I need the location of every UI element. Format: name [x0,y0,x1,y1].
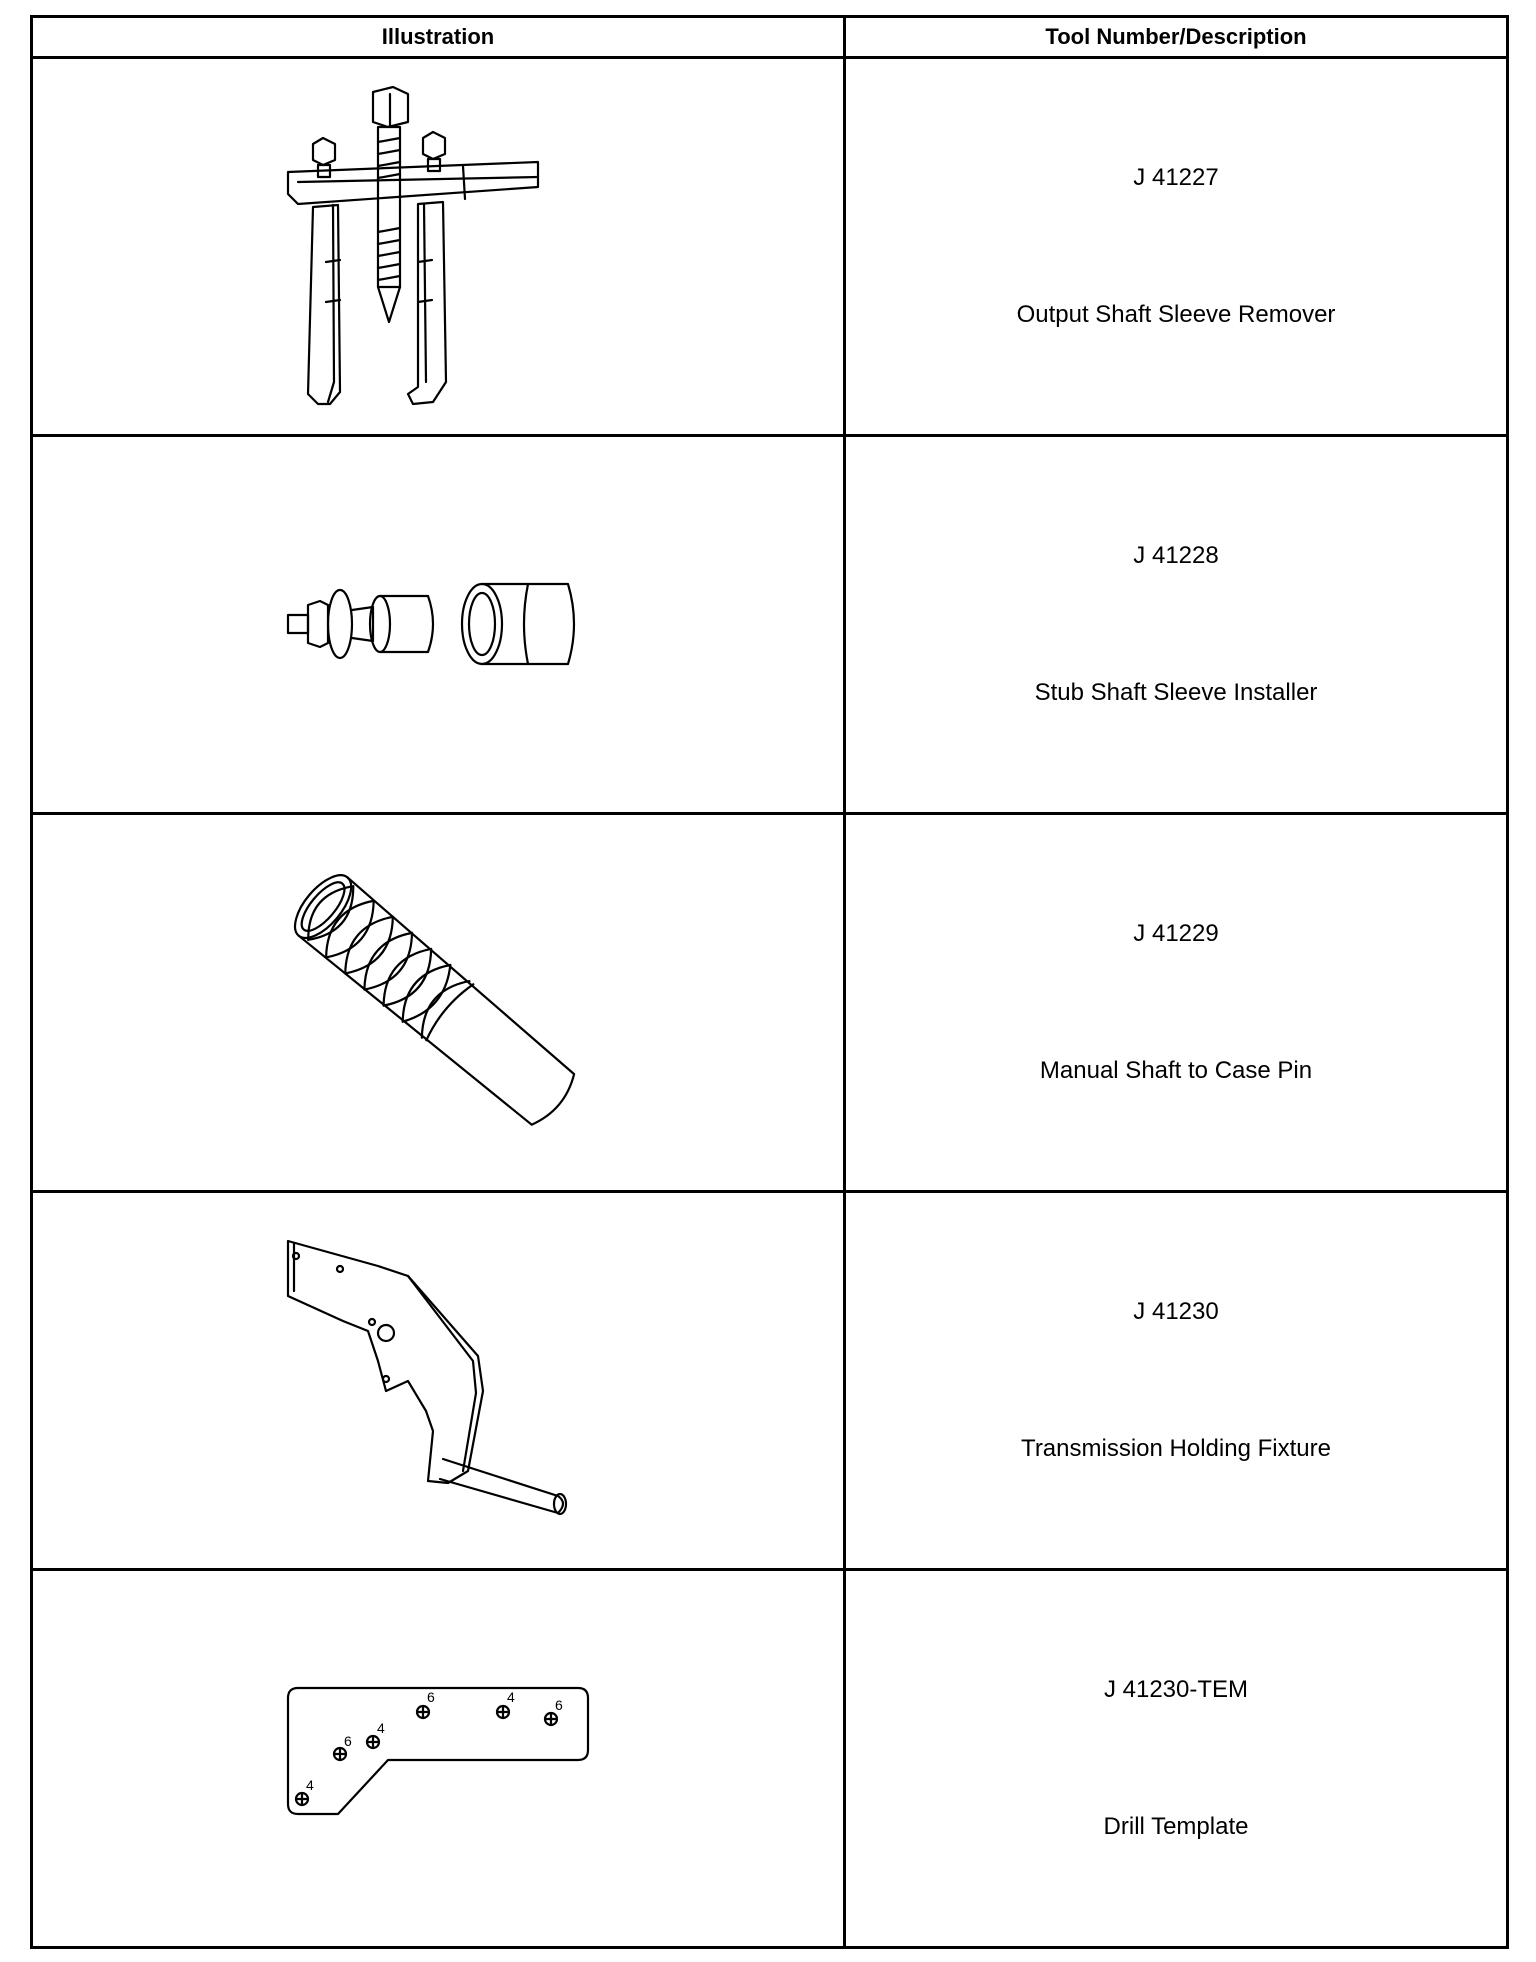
hole-size-label: 4 [507,1688,515,1705]
knurled-pin-icon [268,858,608,1148]
description-cell [845,1192,1508,1570]
tool-number: J 41228 [1133,542,1219,569]
table-row [32,1570,1508,1948]
description-cell [845,814,1508,1192]
hole-size-label: 6 [555,1696,563,1713]
illustration-cell [32,1192,845,1570]
header-tool-description: Tool Number/Description [845,17,1508,58]
tool-description: Manual Shaft to Case Pin [1039,1057,1313,1084]
description-cell [845,436,1508,814]
holding-fixture-icon [268,1221,608,1541]
header-illustration: Illustration [32,17,845,58]
tool-number: J 41230-TEM [1103,1676,1249,1703]
table-row [32,436,1508,814]
tool-number: J 41229 [1133,920,1219,947]
table-row [32,58,1508,436]
hole-size-label: 4 [306,1776,314,1793]
tool-description: Transmission Holding Fixture [1021,1435,1331,1462]
illustration-cell [32,1570,845,1948]
table-row [32,1192,1508,1570]
tool-number: J 41230 [1133,1298,1219,1325]
drill-template-icon [268,1674,608,1844]
hole-size-label: 4 [377,1719,385,1736]
puller-icon [268,82,608,412]
description-cell [845,1570,1508,1948]
tools-table [30,15,1509,1949]
tool-description: Stub Shaft Sleeve Installer [1034,679,1318,706]
illustration-cell [32,436,845,814]
hole-size-label: 6 [344,1732,352,1749]
sleeve-installer-icon [268,565,608,685]
hole-size-label: 6 [427,1688,435,1705]
description-cell [845,58,1508,436]
header-row [32,17,1508,58]
illustration-cell [32,814,845,1192]
illustration-cell [32,58,845,436]
tool-description: Drill Template [1103,1813,1249,1840]
table-row [32,814,1508,1192]
tool-description: Output Shaft Sleeve Remover [1016,301,1336,328]
tool-number: J 41227 [1133,164,1219,191]
